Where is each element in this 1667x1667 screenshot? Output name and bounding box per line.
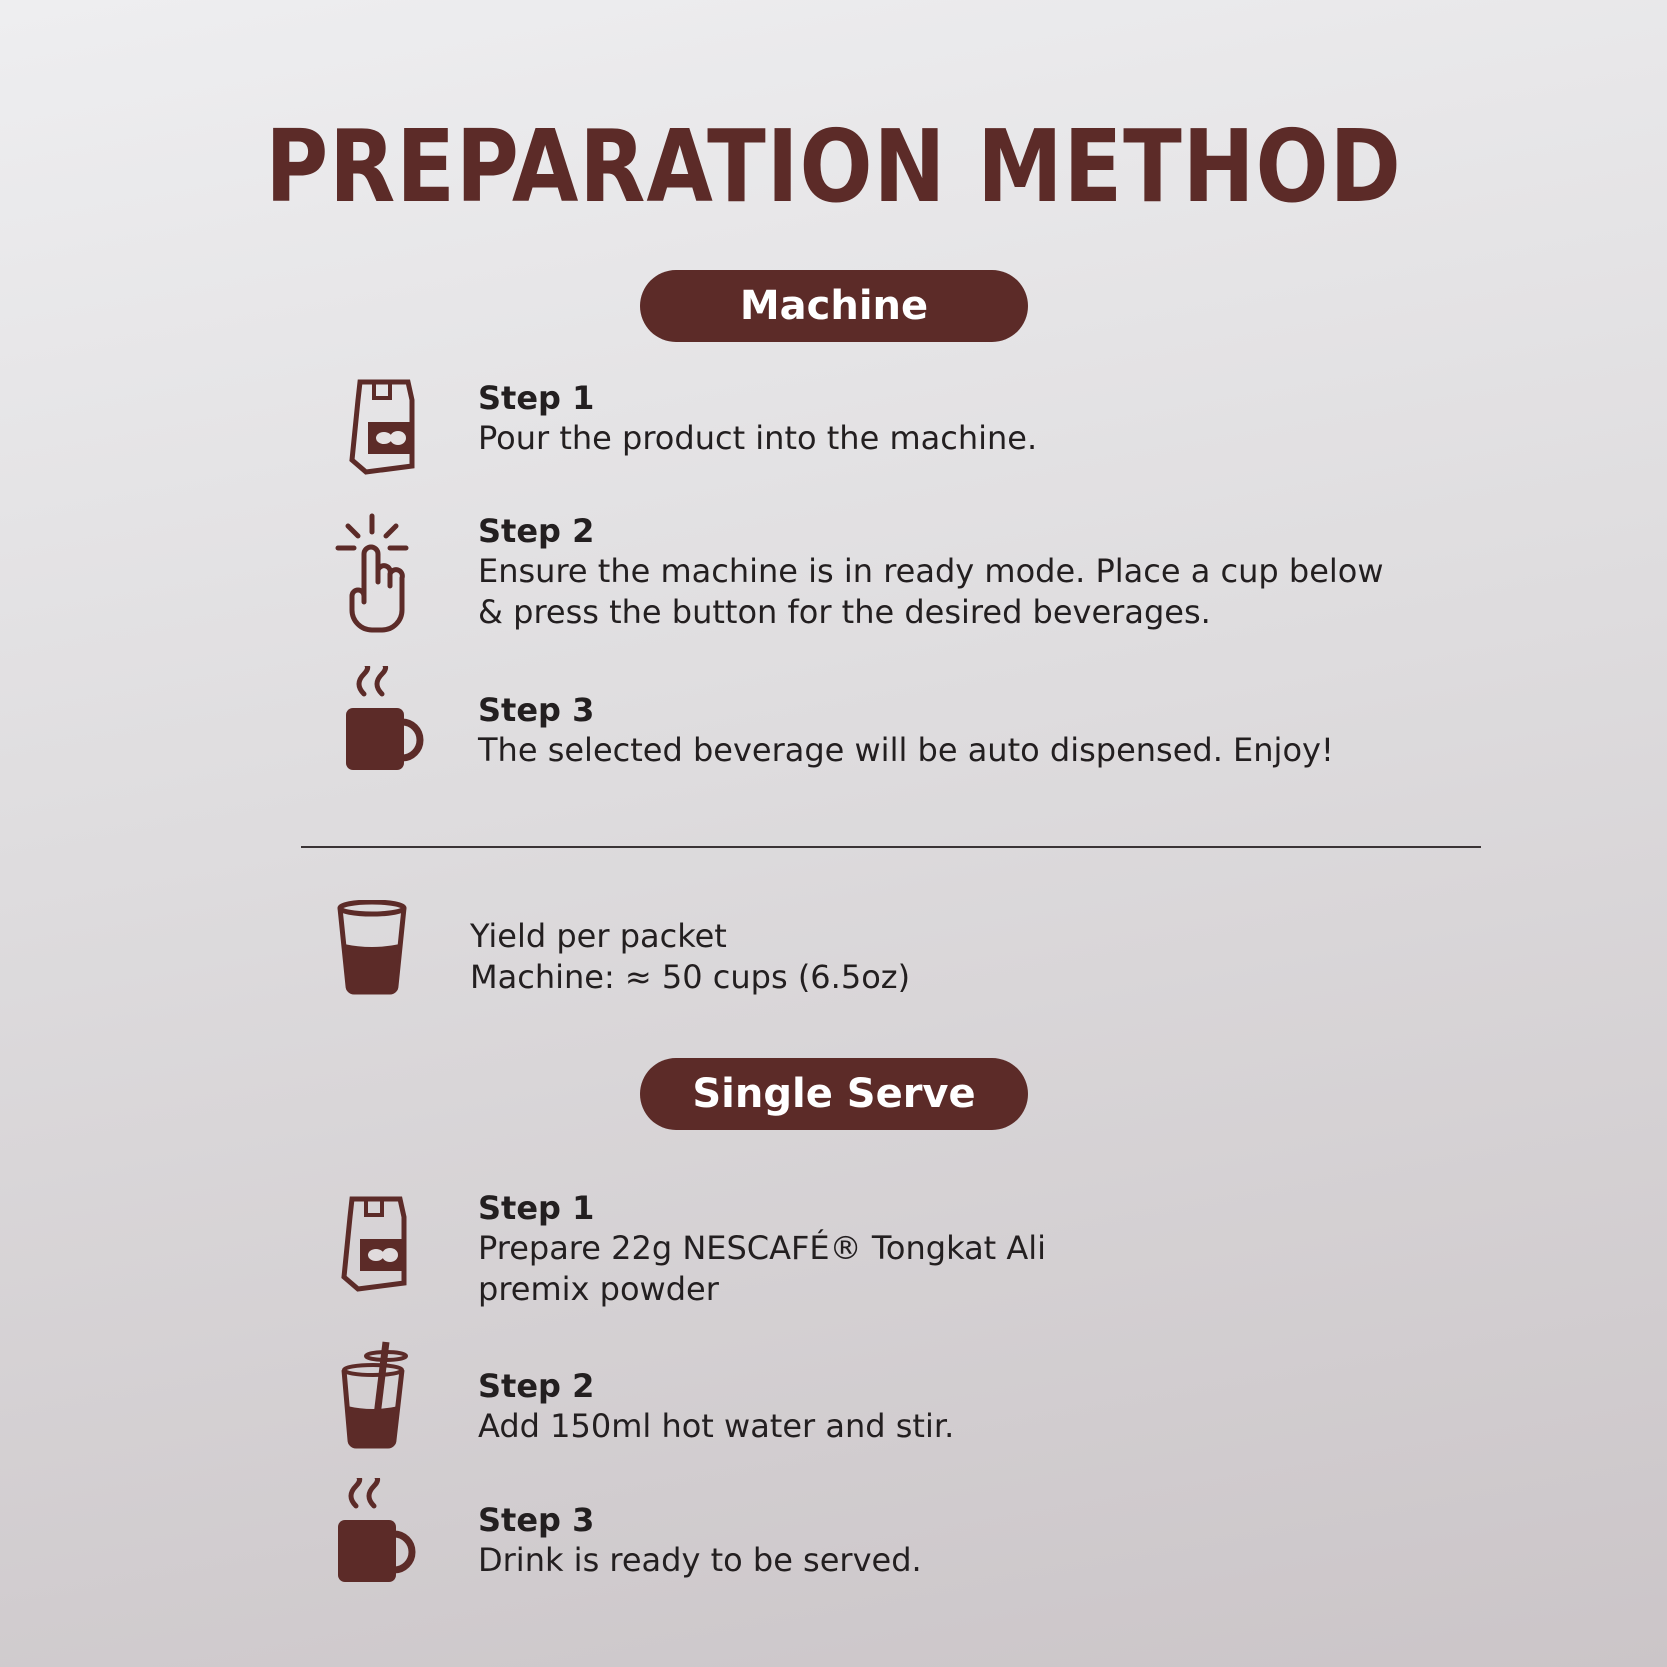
section-divider [301, 846, 1481, 848]
step-text: Pour the product into the machine. [478, 419, 1038, 457]
step-text: premix powder [478, 1270, 719, 1308]
single-serve-label: Single Serve [692, 1071, 976, 1117]
machine-step-2 [478, 511, 1384, 633]
coffee-bag-icon [338, 1195, 410, 1295]
single-serve-step-2 [478, 1366, 954, 1447]
coffee-bag-icon [346, 378, 418, 478]
machine-step-1 [478, 378, 1037, 459]
press-button-icon [334, 512, 416, 636]
step-text: & press the button for the desired beverages. [478, 593, 1211, 631]
single-serve-step-3 [478, 1500, 922, 1581]
stir-glass-icon [340, 1340, 410, 1452]
single-serve-section-badge [640, 1058, 1028, 1130]
machine-step-3 [478, 690, 1334, 771]
step-heading: Step 3 [478, 691, 595, 729]
step-heading: Step 2 [478, 1367, 595, 1405]
page-title: PREPARATION METHOD [265, 108, 1402, 225]
yield-info [470, 916, 910, 998]
yield-label: Yield per packet [470, 917, 727, 955]
step-text: Drink is ready to be served. [478, 1541, 922, 1579]
glass-icon [336, 900, 408, 996]
hot-mug-icon [344, 666, 428, 776]
step-text: The selected beverage will be auto dispensed. Enjoy! [478, 731, 1334, 769]
step-heading: Step 2 [478, 512, 595, 550]
hot-mug-icon [336, 1478, 420, 1588]
step-heading: Step 1 [478, 1189, 595, 1227]
machine-label: Machine [739, 283, 929, 329]
step-text: Prepare 22g NESCAFÉ® Tongkat Ali [478, 1229, 1047, 1267]
step-text: Ensure the machine is in ready mode. Place a cup below [478, 552, 1384, 590]
yield-value: Machine: ≈ 50 cups (6.5oz) [470, 958, 911, 996]
step-heading: Step 1 [478, 379, 595, 417]
step-text: Add 150ml hot water and stir. [478, 1407, 955, 1445]
machine-section-badge [640, 270, 1028, 342]
single-serve-step-1 [478, 1188, 1046, 1310]
step-heading: Step 3 [478, 1501, 595, 1539]
